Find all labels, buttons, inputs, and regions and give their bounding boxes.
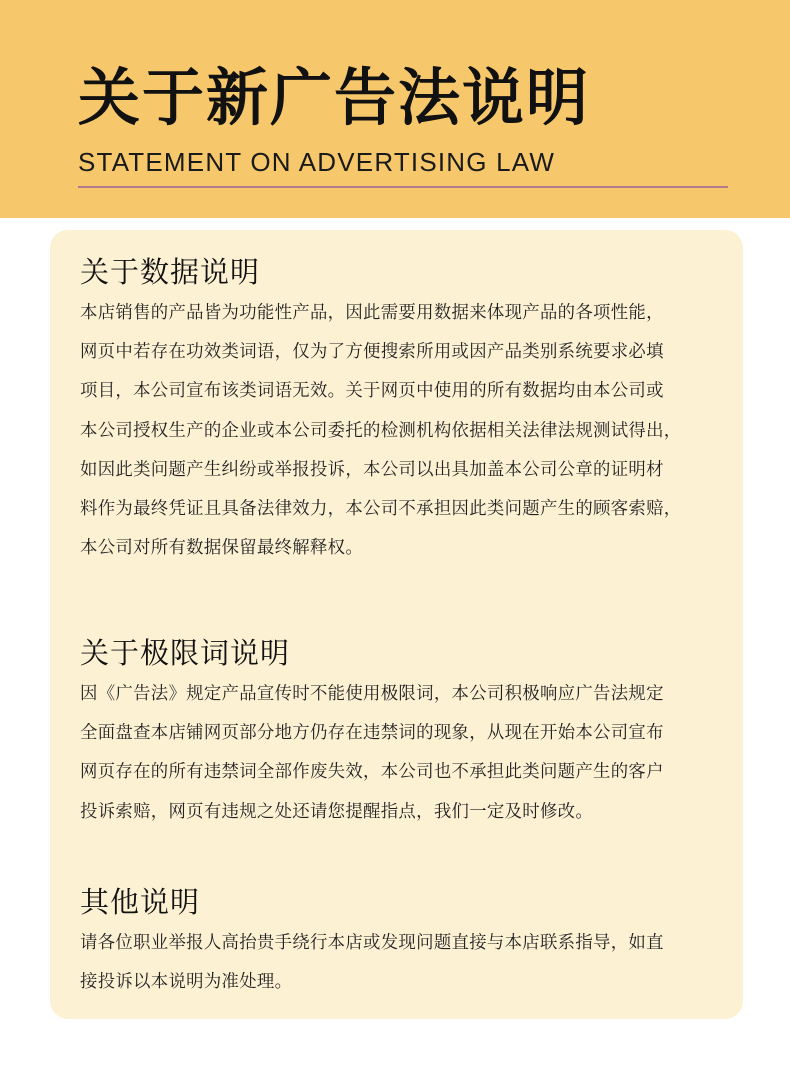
statement-card bbox=[50, 230, 743, 1019]
section-extreme-words bbox=[80, 633, 730, 832]
page-subtitle: STATEMENT ON ADVERTISING LAW bbox=[78, 147, 556, 177]
section-heading: 关于极限词说明 bbox=[80, 636, 291, 670]
header-banner bbox=[0, 0, 790, 218]
page-title: 关于新广告法说明 bbox=[78, 61, 591, 134]
section-body: 本店销售的产品皆为功能性产品，因此需要用数据来体现产品的各项性能， 网页中若存在功效类词语，仅为了方便搜索所用或因产品类别系统要求必填 项目，本公司宣布该类词语无效。关于网页中使用的所有数据均由本公司或 本公司授权生产的企业或本公司委托的检测机构依据相关法律法规测试得出， 如因此类问题产生纠纷或举报投诉，本公司以出具加盖本公司公章的证明材 料作为最终凭证且具备法律效力，本公司不承担因此类问题产生的顾客索赔， 本公司对所有数据保留最终解释权。 bbox=[80, 303, 682, 559]
section-heading: 其他说明 bbox=[80, 885, 201, 919]
section-body: 因《广告法》规定产品宣传时不能使用极限词，本公司积极响应广告法规定 全面盘查本店铺网页部分地方仍存在违禁词的现象，从现在开始本公司宣布 网页存在的所有违禁词全部作废失效，本公司也不承担此类问题产生的客户 投诉索赔，网页有违规之处还请您提醒指点，我们一定及时修改。 bbox=[80, 684, 664, 822]
section-data-statement bbox=[80, 252, 730, 568]
header-divider bbox=[78, 186, 728, 188]
section-heading: 关于数据说明 bbox=[80, 255, 261, 289]
section-body: 请各位职业举报人高抬贵手绕行本店或发现问题直接与本店联系指导，如直 接投诉以本说明为准处理。 bbox=[80, 933, 664, 993]
section-other bbox=[80, 882, 730, 1002]
